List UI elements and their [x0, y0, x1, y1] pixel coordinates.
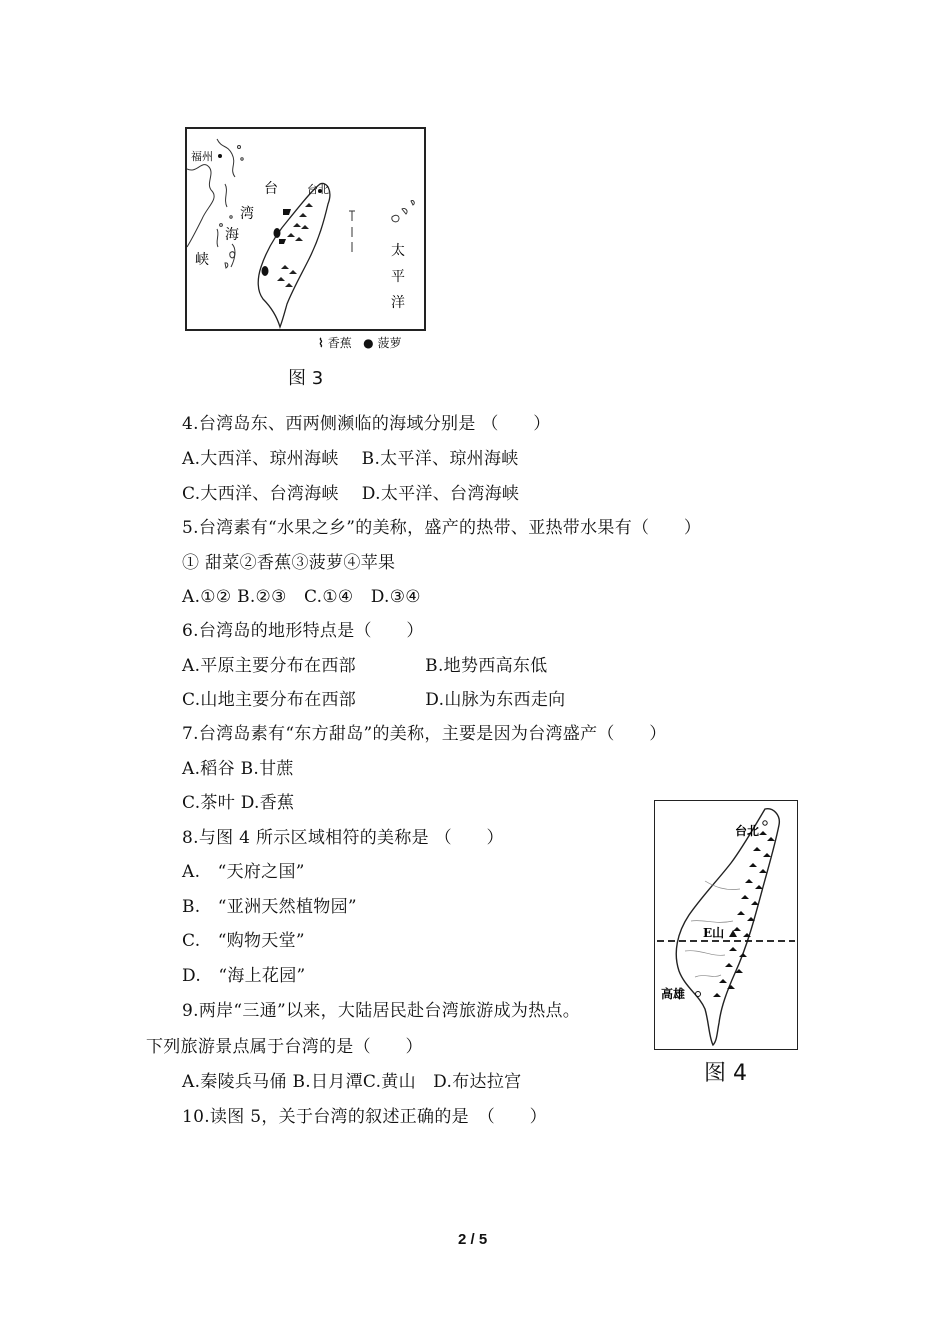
- label-strait-3: 海: [225, 227, 239, 243]
- ryukyu-islands: [392, 200, 414, 221]
- taiwan-island-map-svg: [655, 801, 797, 1049]
- figure-4-caption: 图 4: [704, 1061, 747, 1086]
- legend-pineapple: 菠萝: [377, 336, 402, 350]
- fuzhou-dot: [218, 154, 222, 158]
- penghu-islands: [225, 252, 235, 268]
- figure-3-map: [185, 127, 426, 331]
- label-strait-4: 峡: [195, 252, 209, 268]
- q5-items: ① 甜菜②香蕉③菠萝④苹果: [182, 553, 396, 573]
- q6-options-ab: A.平原主要分布在西部 B.地势西高东低: [182, 656, 548, 676]
- label-mountain: E山: [703, 926, 725, 940]
- banana-icon: ⌇: [318, 336, 324, 350]
- mountain-symbols: [277, 203, 313, 287]
- label-fuzhou: 福州: [191, 150, 213, 163]
- taiwan-island-outline: [676, 809, 779, 1045]
- legend-banana: 香蕉: [327, 336, 352, 350]
- q5-options: A.①② B.②③ C.①④ D.③④: [182, 587, 421, 607]
- taibei-marker: [763, 821, 767, 825]
- figure-4-map: [654, 800, 798, 1050]
- label-ocean-2: 平: [391, 269, 405, 285]
- q5-stem: 5.台湾素有“水果之乡”的美称，盛产的热带、亚热带水果有（ ）: [182, 518, 702, 538]
- q7-options-ab: A.稻谷 B.甘蔗: [182, 759, 294, 779]
- label-taibei: 台北: [735, 824, 760, 838]
- q6-options-cd: C.山地主要分布在西部 D.山脉为东西走向: [182, 690, 566, 710]
- pineapple-icon: ●: [363, 336, 374, 350]
- label-strait-1: 台: [264, 181, 278, 197]
- q9-stem-2: 下列旅游景点属于台湾的是（ ）: [146, 1037, 423, 1057]
- page-number: 2 / 5: [458, 1231, 488, 1248]
- q8-option-d: D. “海上花园”: [182, 966, 306, 986]
- pineapple-symbol: [262, 228, 281, 276]
- mountain-symbols: [713, 831, 775, 997]
- label-taibei: 台北: [307, 183, 329, 196]
- label-strait-2: 湾: [240, 206, 254, 222]
- banana-symbol: [279, 209, 291, 244]
- taiwan-island-outline: [258, 183, 330, 327]
- taiwan-strait-map-svg: [187, 129, 424, 329]
- q6-stem: 6.台湾岛的地形特点是（ ）: [182, 621, 424, 641]
- q8-option-c: C. “购物天堂”: [182, 931, 305, 951]
- mountain-peak-icon: [729, 930, 737, 937]
- boundary-dashes: [349, 211, 355, 252]
- q4-options-ab: A.大西洋、琼州海峡 B.太平洋、琼州海峡: [182, 449, 519, 469]
- q8-stem: 8.与图 4 所示区域相符的美称是 （ ）: [182, 828, 504, 848]
- q4-stem: 4.台湾岛东、西两侧濒临的海域分别是 （ ）: [182, 414, 551, 434]
- q7-options-cd: C.茶叶 D.香蕉: [182, 793, 295, 813]
- q9-stem-1: 9.两岸“三通”以来，大陆居民赴台湾旅游成为热点。: [182, 1001, 581, 1021]
- figure-3-legend: [318, 334, 401, 351]
- gaoxiong-marker: [696, 992, 701, 997]
- q8-option-b: B. “亚洲天然植物园”: [182, 897, 357, 917]
- label-ocean-1: 太: [391, 243, 405, 259]
- q8-option-a: A. “天府之国”: [182, 862, 305, 882]
- q9-options: A.秦陵兵马俑 B.日月潭C.黄山 D.布达拉宫: [182, 1072, 522, 1092]
- label-gaoxiong: 高雄: [661, 987, 686, 1001]
- label-ocean-3: 洋: [391, 295, 405, 311]
- figure-3-caption: 图 3: [288, 368, 324, 389]
- q7-stem: 7.台湾岛素有“东方甜岛”的美称，主要是因为台湾盛产（ ）: [182, 724, 667, 744]
- q4-options-cd: C.大西洋、台湾海峡 D.太平洋、台湾海峡: [182, 484, 520, 504]
- q10-stem: 10.读图 5，关于台湾的叙述正确的是 （ ）: [182, 1107, 547, 1127]
